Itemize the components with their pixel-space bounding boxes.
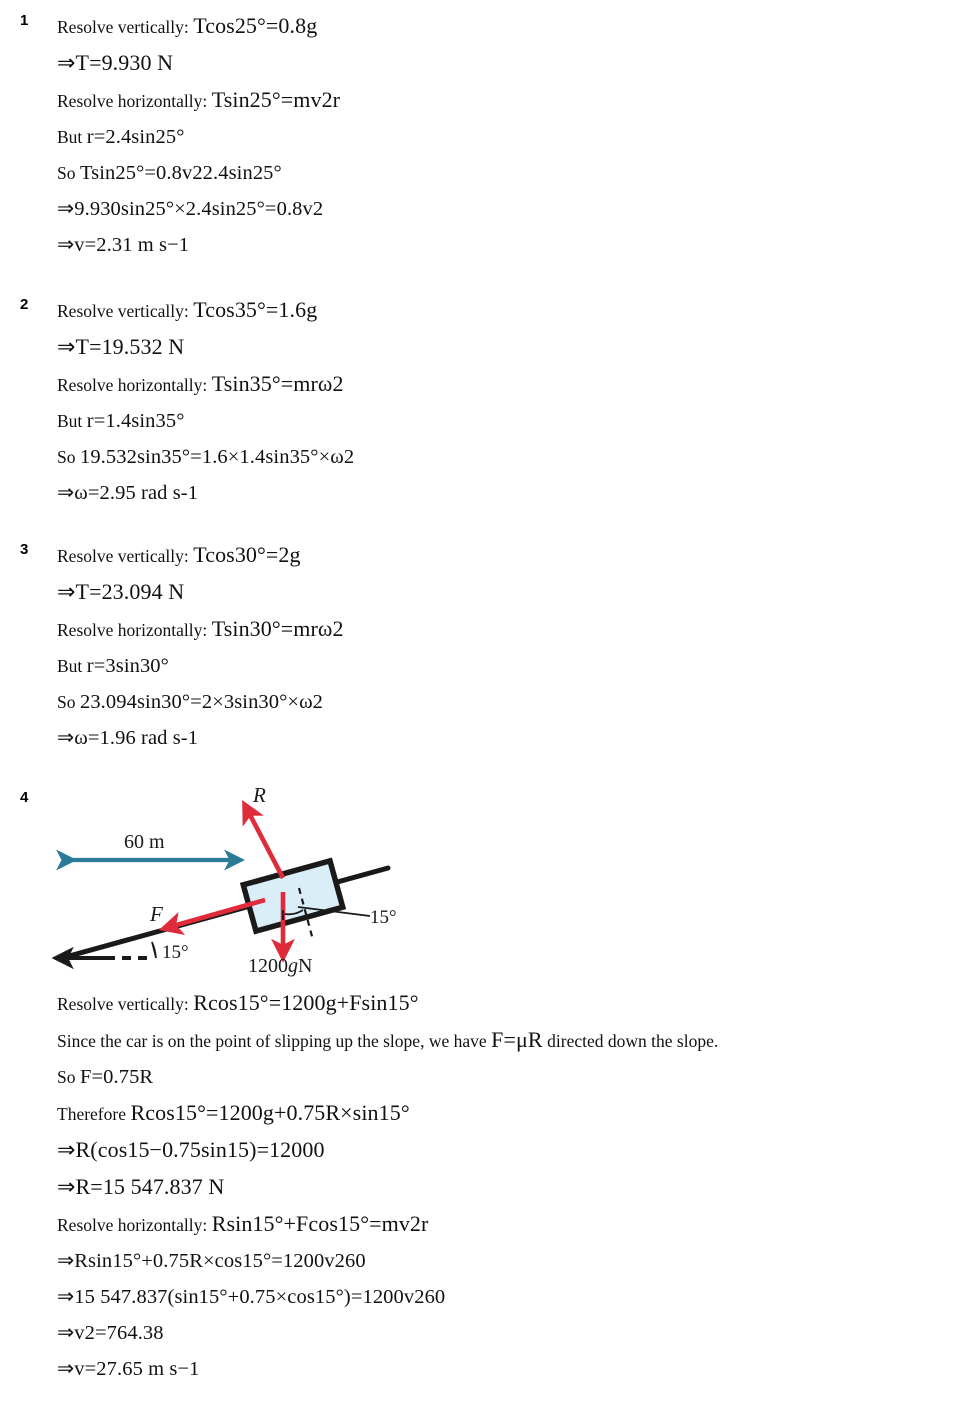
inclined-plane-diagram [40, 780, 460, 980]
line-math: ⇒v2=764.38 [57, 1322, 164, 1344]
line-label: Therefore [57, 1104, 126, 1124]
line-label: Resolve vertically: [57, 301, 189, 321]
distance-label: 60 m [124, 831, 165, 853]
line-label: So [57, 447, 76, 467]
line-label: Resolve horizontally: [57, 620, 208, 640]
solution-line [57, 985, 967, 1022]
question-block-3 [0, 537, 344, 756]
line-math: Tsin25°=mv2r [211, 87, 341, 112]
line-math: ⇒15 547.837(sin15°+0.75×cos15°)=1200v260 [57, 1286, 446, 1308]
friction-label: F [150, 902, 163, 926]
solution-line [57, 475, 354, 511]
line-math: ⇒ω=2.95 rad s-1 [57, 482, 199, 504]
line-math: Tsin25°=0.8v22.4sin25° [79, 162, 282, 184]
question-block-1 [0, 8, 340, 263]
solution-line [57, 439, 354, 475]
line-math: 19.532sin35°=1.6×1.4sin35°×ω2 [79, 446, 355, 468]
line-label: So [57, 692, 76, 712]
solution-line [57, 1059, 967, 1095]
line-label: So [57, 163, 76, 183]
solution-line [57, 292, 354, 329]
weight-label: 1200gN [248, 955, 313, 977]
solution-line [57, 82, 340, 119]
question-number: 1 [20, 12, 29, 29]
solution-line [57, 1315, 967, 1351]
line-math: F=μR [491, 1027, 543, 1052]
solution-line [57, 1132, 967, 1169]
line-math: ⇒T=9.930 N [57, 50, 174, 75]
solution-line [57, 227, 340, 263]
line-math: ⇒Rsin15°+0.75R×cos15°=1200v260 [57, 1250, 366, 1272]
solution-line [57, 191, 340, 227]
question-number: 2 [20, 296, 29, 313]
line-math: Tcos35°=1.6g [193, 297, 318, 322]
line-math: ⇒ω=1.96 rad s-1 [57, 727, 199, 749]
question-number: 3 [20, 541, 29, 558]
solution-line [57, 1243, 967, 1279]
solution-line [57, 119, 340, 155]
line-math: Rcos15°=1200g+0.75R×sin15° [130, 1100, 410, 1125]
line-math: Rsin15°+Fcos15°=mv2r [211, 1211, 429, 1236]
solution-line [57, 155, 340, 191]
solution-line [57, 1022, 967, 1059]
weight-angle-label: 15° [370, 907, 397, 928]
solution-line [57, 1169, 967, 1206]
line-label: Resolve horizontally: [57, 1215, 208, 1235]
line-math: Rcos15°=1200g+Fsin15° [193, 990, 419, 1015]
solution-line [57, 1351, 967, 1387]
slope-angle-marker [152, 942, 156, 958]
free-body-diagram-svg [40, 780, 460, 980]
solution-line [57, 684, 344, 720]
normal-reaction-arrow [249, 813, 283, 878]
line-label: Since the car is on the point of slipping up the slope, we have [57, 1031, 487, 1051]
line-math: ⇒R=15 547.837 N [57, 1174, 225, 1199]
line-label: Resolve vertically: [57, 17, 189, 37]
solution-line [57, 1279, 967, 1315]
line-label: Resolve vertically: [57, 546, 189, 566]
solution-line [57, 8, 340, 45]
question-4-solution-text [57, 985, 967, 1387]
solution-line [57, 648, 344, 684]
solution-line [57, 574, 344, 611]
line-label: But [57, 411, 83, 431]
solution-line [57, 537, 344, 574]
solution-line [57, 329, 354, 366]
line-math: r=3sin30° [86, 655, 169, 677]
line-label: Resolve vertically: [57, 994, 189, 1014]
solution-line [57, 1206, 967, 1243]
line-math: 23.094sin30°=2×3sin30°×ω2 [79, 691, 324, 713]
line-math: ⇒v=2.31 m s−1 [57, 234, 190, 256]
line-math: r=1.4sin35° [86, 410, 185, 432]
line-math: ⇒v=27.65 m s−1 [57, 1358, 200, 1380]
solution-line [57, 366, 354, 403]
line-label: But [57, 656, 83, 676]
line-label-after: directed down the slope. [547, 1031, 719, 1051]
line-math: Tcos25°=0.8g [193, 13, 318, 38]
line-math: F=0.75R [79, 1066, 154, 1088]
solution-line [57, 611, 344, 648]
line-label: Resolve horizontally: [57, 375, 208, 395]
question-block-2 [0, 292, 354, 511]
line-label: But [57, 127, 83, 147]
line-math: Tsin30°=mrω2 [211, 616, 344, 641]
line-math: Tsin35°=mrω2 [211, 371, 344, 396]
normal-reaction-label: R [253, 783, 266, 807]
line-label: Resolve horizontally: [57, 91, 208, 111]
slope-angle-label: 15° [162, 942, 189, 963]
line-math: r=2.4sin25° [86, 126, 185, 148]
line-math: ⇒9.930sin25°×2.4sin25°=0.8v2 [57, 198, 324, 220]
solution-line [57, 403, 354, 439]
solution-line [57, 45, 340, 82]
line-math: ⇒R(cos15−0.75sin15)=12000 [57, 1137, 325, 1162]
line-math: ⇒T=23.094 N [57, 579, 185, 604]
question-number: 4 [20, 789, 29, 806]
solution-line [57, 720, 344, 756]
car-block [243, 861, 343, 931]
solution-line [57, 1095, 967, 1132]
line-math: ⇒T=19.532 N [57, 334, 185, 359]
line-math: Tcos30°=2g [193, 542, 301, 567]
line-label: So [57, 1067, 76, 1087]
